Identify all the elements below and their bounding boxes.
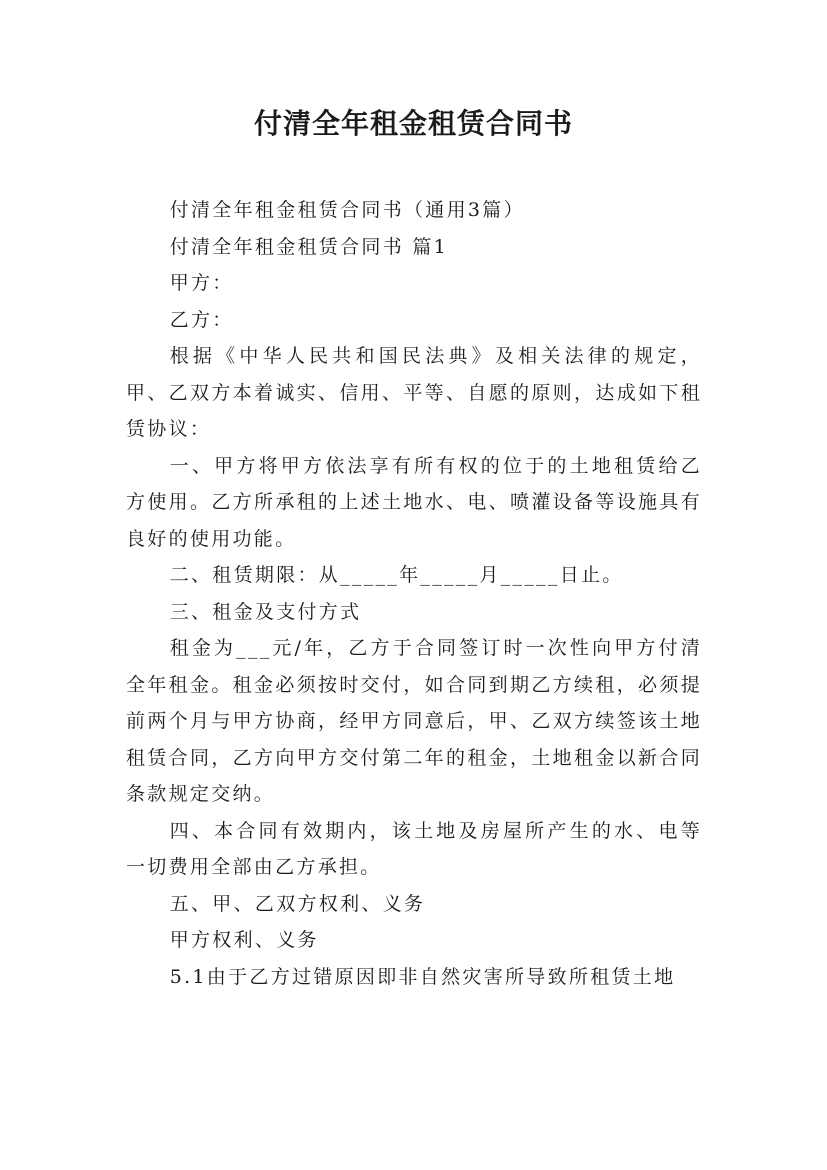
rent-paragraph: 租金为___元/年，乙方于合同签订时一次性向甲方付清全年租金。租金必须按时交付，如合同到期乙方续租，必须提前两个月与甲方协商，经甲方同意后，甲、乙双方续签该土地租赁合同，乙方向甲方交付第二年的租金，土地租金以新合同条款规定交纳。 bbox=[126, 637, 702, 805]
preamble-paragraph: 根据《中华人民共和国民法典》及相关法律的规定，甲、乙双方本着诚实、信用、平等、自愿的原则，达成如下租赁协议： bbox=[126, 345, 702, 440]
document-body bbox=[126, 192, 702, 995]
party-a-line: 甲方： bbox=[169, 272, 234, 294]
party-b-line: 乙方： bbox=[169, 308, 234, 331]
subtitle-paragraph: 付清全年租金租赁合同书（通用3篇） bbox=[169, 199, 525, 221]
clause-4-paragraph: 四、本合同有效期内，该土地及房屋所产生的水、电等一切费用全部由乙方承担。 bbox=[126, 819, 702, 878]
clause-3-heading: 三、租金及支付方式 bbox=[169, 600, 362, 623]
clause-5-heading: 五、甲、乙双方权利、义务 bbox=[169, 892, 426, 915]
clause-1-paragraph: 一、甲方将甲方依法享有所有权的位于的土地租赁给乙方使用。乙方所承租的上述土地水、电、喷灌设备等设施具有良好的使用功能。 bbox=[126, 454, 702, 550]
party-a-rights-heading: 甲方权利、义务 bbox=[169, 929, 319, 951]
section-heading: 付清全年租金租赁合同书 篇1 bbox=[169, 235, 449, 258]
clause-5-1-paragraph: 5.1由于乙方过错原因即非自然灾害所导致所租赁土地 bbox=[169, 965, 676, 988]
clause-2-paragraph: 二、租赁期限：从_____年_____月_____日止。 bbox=[169, 564, 624, 586]
document-title: 付清全年租金租赁合同书 bbox=[253, 107, 573, 140]
